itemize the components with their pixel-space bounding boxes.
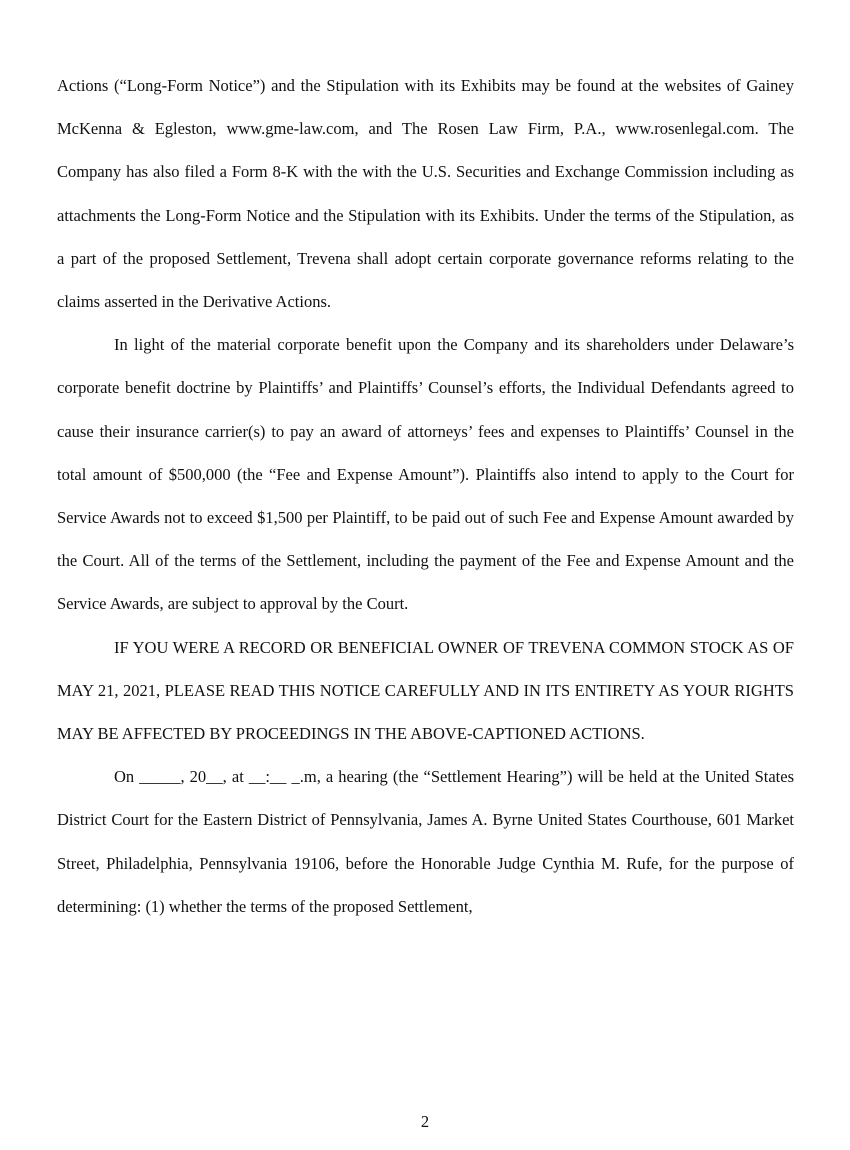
page-number: 2 [420,1112,430,1131]
paragraph-fee-and-expense: In light of the material corporate benefit upon the Company and its shareholders under Delaware’s corporate benefit doctrine by Plaintiffs’ and Plaintiffs’ Counsel’s efforts, the Individual Defendants agreed to cause their insurance carrier(s) to pay an award of attorneys’ fees and expenses to Plaintiffs’ Counsel in the total amount of $500,000 (the “Fee and Expense Amount”). Plaintiffs also intend to apply to the Court for Service Awards not to exceed $1,500 per Plaintiff, to be paid out of such Fee and Expense Amount awarded by the Court. All of the terms of the Settlement, including the payment of the Fee and Expense Amount and the Service Awards, are subject to approval by the Court. [57,335,794,614]
paragraph-continued-notice-availability: Actions (“Long-Form Notice”) and the Stipulation with its Exhibits may be found at the websites of Gainey McKenna & Egleston, www.gme-law.com, and The Rosen Law Firm, P.A., www.rosenlegal.com. The Company has also filed a Form 8-K with the with the U.S. Securities and Exchange Commission including as attachments the Long-Form Notice and the Stipulation with its Exhibits. Under the terms of the Stipulation, as a part of the proposed Settlement, Trevena shall adopt certain corporate governance reforms relating to the claims asserted in the Derivative Actions. [57,76,794,312]
paragraph-settlement-hearing: On _____, 20__, at __:__ _.m, a hearing (the “Settlement Hearing”) will be held at the United States District Court for the Eastern District of Pennsylvania, James A. Byrne United States Courthouse, 601 Market Street, Philadelphia, Pennsylvania 19106, before the Honorable Judge Cynthia M. Rufe, for the purpose of determining: (1) whether the terms of the proposed Settlement, [57,767,794,916]
document-body [57,64,794,928]
paragraph-record-owner-warning: IF YOU WERE A RECORD OR BENEFICIAL OWNER OF TREVENA COMMON STOCK AS OF MAY 21, 2021, PLEASE READ THIS NOTICE CAREFULLY AND IN ITS ENTIRETY AS YOUR RIGHTS MAY BE AFFECTED BY PROCEEDINGS IN THE ABOVE-CAPTIONED ACTIONS. [57,637,794,744]
